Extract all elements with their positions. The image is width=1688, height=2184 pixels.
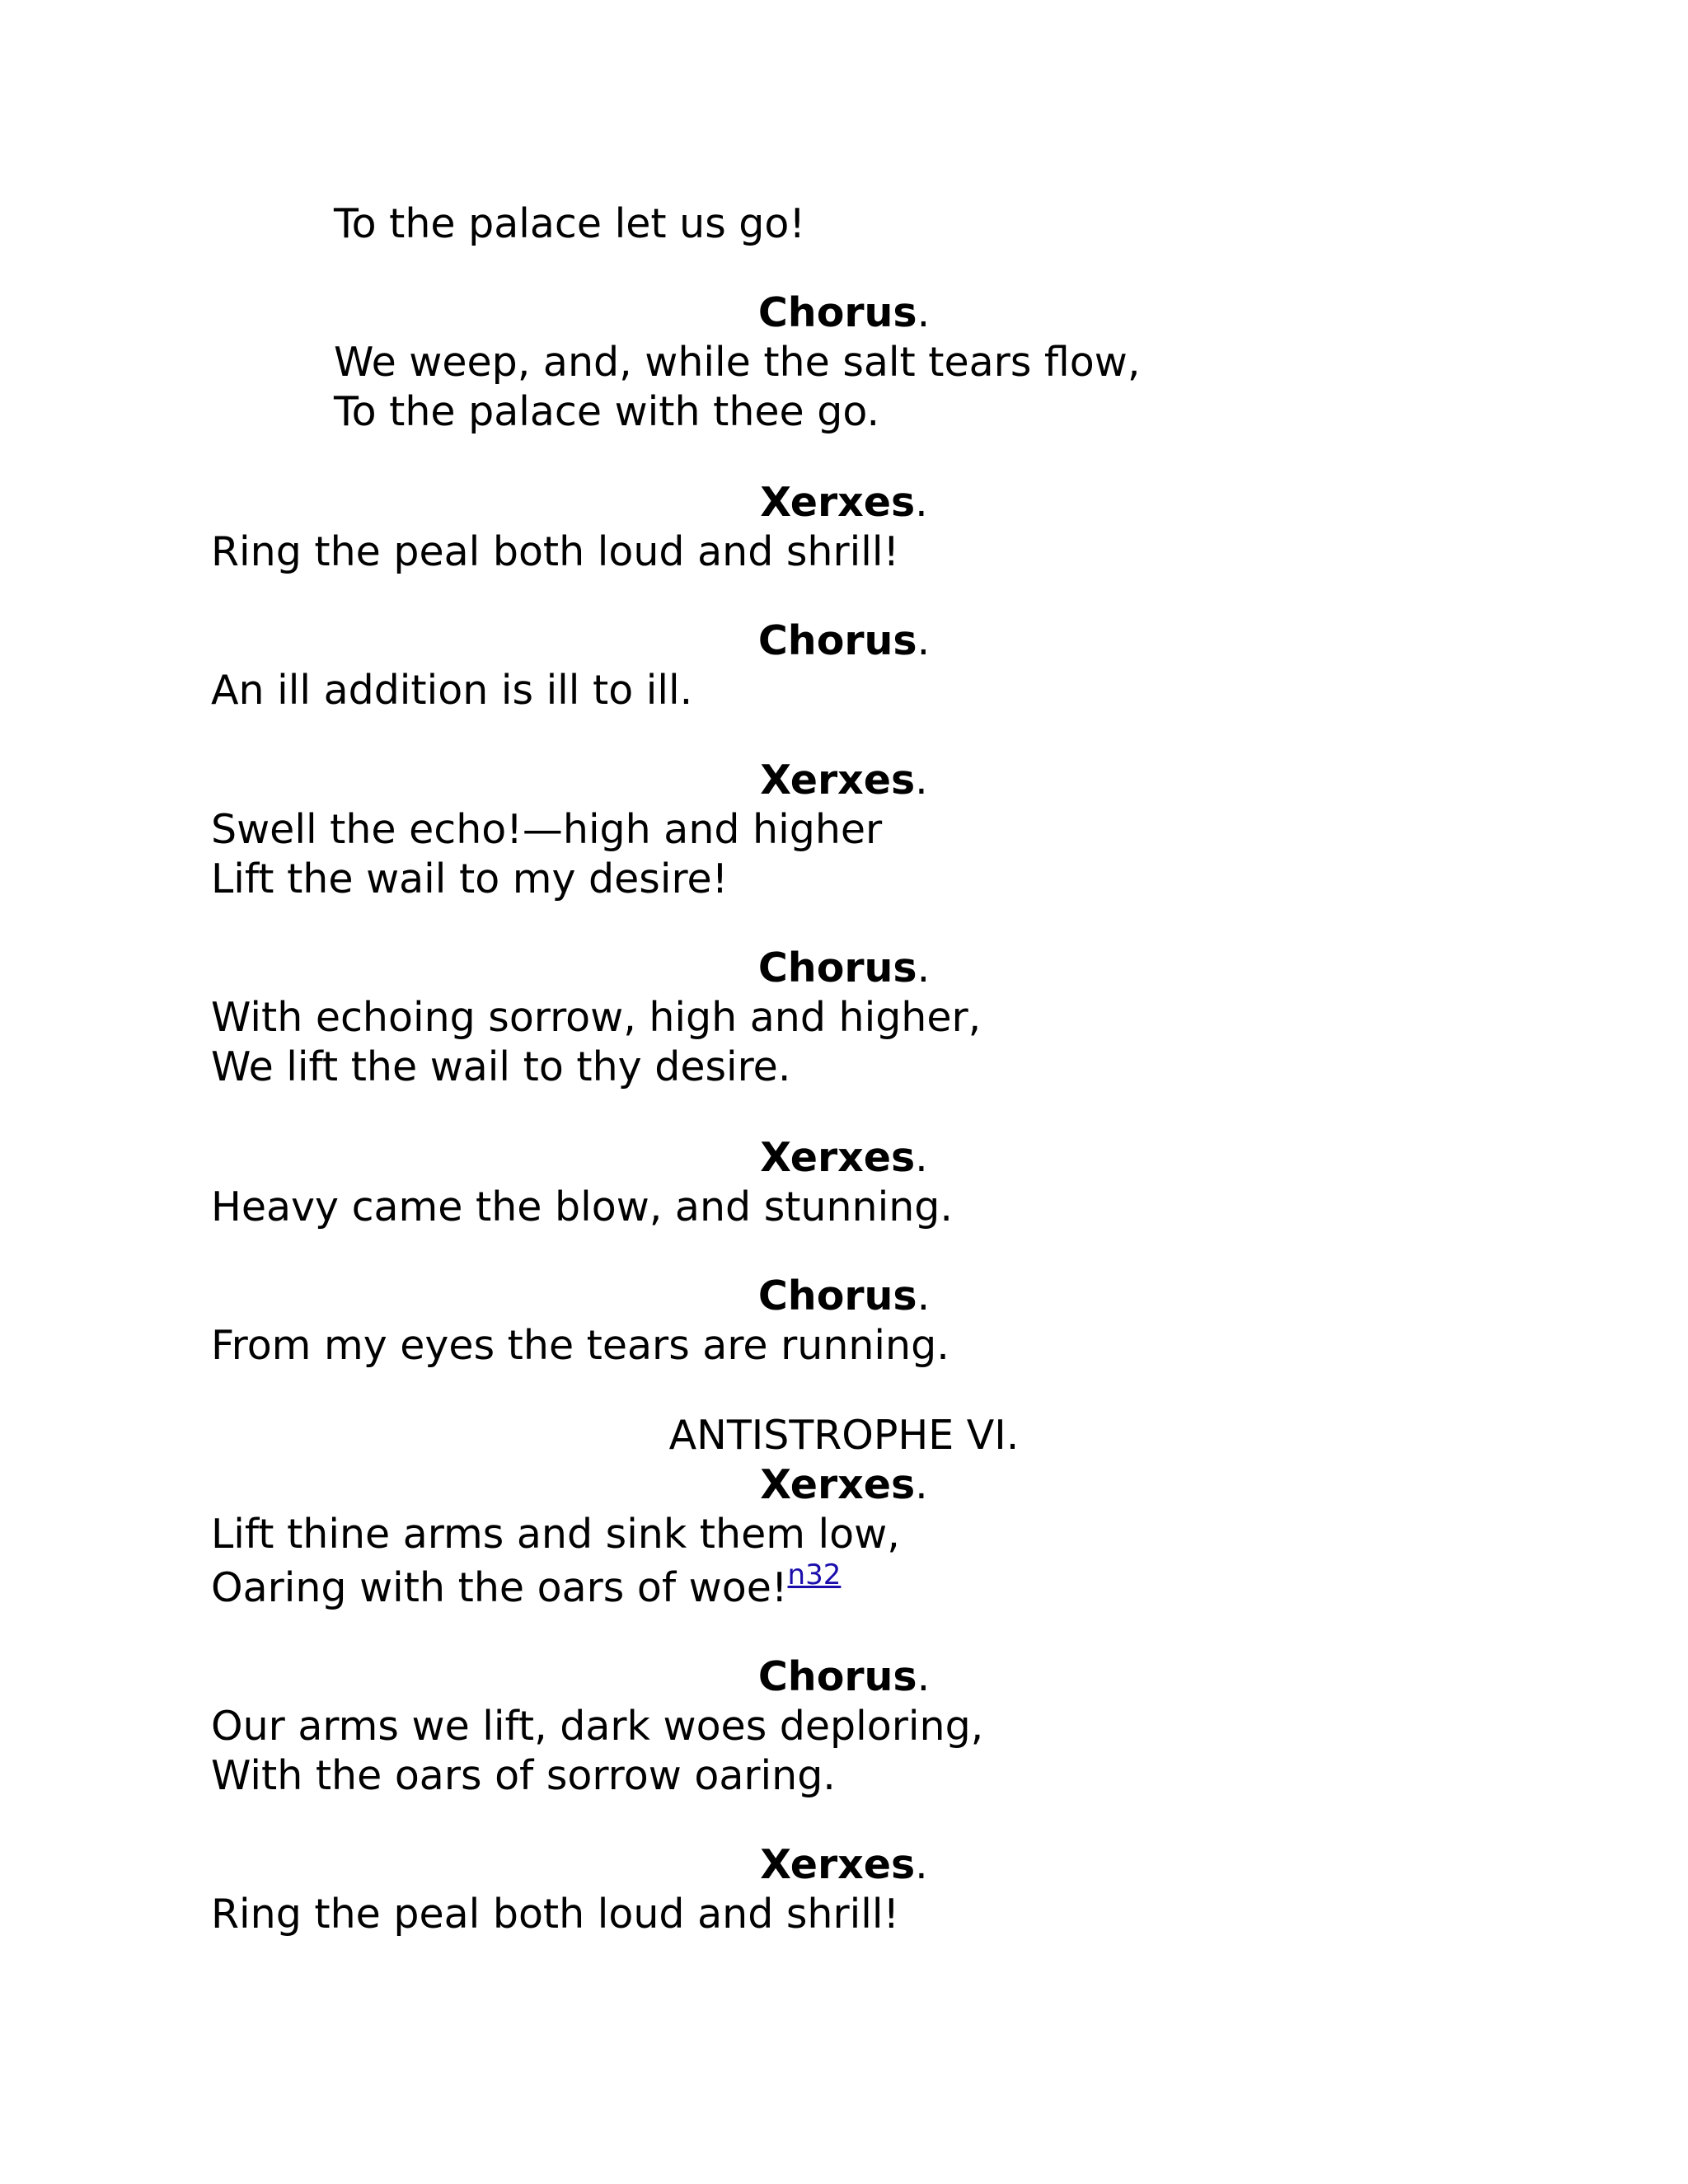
speaker-name: Chorus (757, 944, 917, 991)
speaker-heading (0, 1272, 1688, 1321)
speaker-period: . (915, 1841, 928, 1888)
speaker-period: . (917, 944, 931, 991)
speaker-name: Xerxes (760, 1841, 916, 1888)
verse-line-with-note (211, 1558, 842, 1613)
speaker-heading (0, 288, 1688, 338)
verse-line: Lift the wail to my desire! (211, 855, 729, 902)
speaker-heading (0, 478, 1688, 527)
verse-line: We weep, and, while the salt tears flow, (334, 339, 1141, 386)
verse-line: With echoing sorrow, high and higher, (211, 994, 982, 1041)
speaker-name: Xerxes (760, 479, 916, 526)
verse-line: Ring the peal both loud and shrill! (211, 1891, 900, 1938)
speaker-name: Chorus (757, 289, 917, 336)
speaker-period: . (915, 1461, 928, 1508)
speaker-heading (0, 756, 1688, 805)
verse-line: From my eyes the tears are running. (211, 1322, 950, 1369)
speaker-name: Chorus (757, 617, 917, 664)
speaker-name: Chorus (757, 1653, 917, 1700)
section-heading: ANTISTROPHE VI. (668, 1412, 1020, 1459)
speaker-period: . (915, 479, 928, 526)
speaker-heading (0, 1840, 1688, 1890)
speaker-heading (0, 1652, 1688, 1702)
speaker-heading (0, 616, 1688, 666)
footnote-link[interactable]: n32 (787, 1558, 842, 1591)
verse-text: Oaring with the oars of woe! (211, 1564, 788, 1611)
speaker-period: . (915, 757, 928, 804)
verse-line: To the palace let us go! (334, 200, 806, 247)
verse-line: Lift thine arms and sink them low, (211, 1511, 900, 1558)
verse-line: Our arms we lift, dark woes deploring, (211, 1703, 984, 1750)
verse-line: Ring the peal both loud and shrill! (211, 528, 900, 575)
verse-line: An ill addition is ill to ill. (211, 667, 693, 714)
speaker-name: Xerxes (760, 1134, 916, 1181)
speaker-heading (0, 1133, 1688, 1183)
speaker-heading (0, 944, 1688, 993)
speaker-period: . (915, 1134, 928, 1181)
speaker-name: Chorus (757, 1272, 917, 1319)
speaker-name: Xerxes (760, 1461, 916, 1508)
speaker-period: . (917, 1272, 931, 1319)
footnote-marker (788, 1558, 842, 1591)
speaker-period: . (917, 1653, 931, 1700)
verse-line: Heavy came the blow, and stunning. (211, 1183, 953, 1230)
speaker-heading (0, 1460, 1688, 1510)
verse-line: We lift the wail to thy desire. (211, 1043, 791, 1090)
verse-line: To the palace with thee go. (334, 388, 880, 435)
speaker-period: . (917, 617, 931, 664)
verse-line: With the oars of sorrow oaring. (211, 1752, 836, 1799)
verse-line: Swell the echo!—high and higher (211, 806, 883, 853)
speaker-name: Xerxes (760, 757, 916, 804)
speaker-period: . (917, 289, 931, 336)
